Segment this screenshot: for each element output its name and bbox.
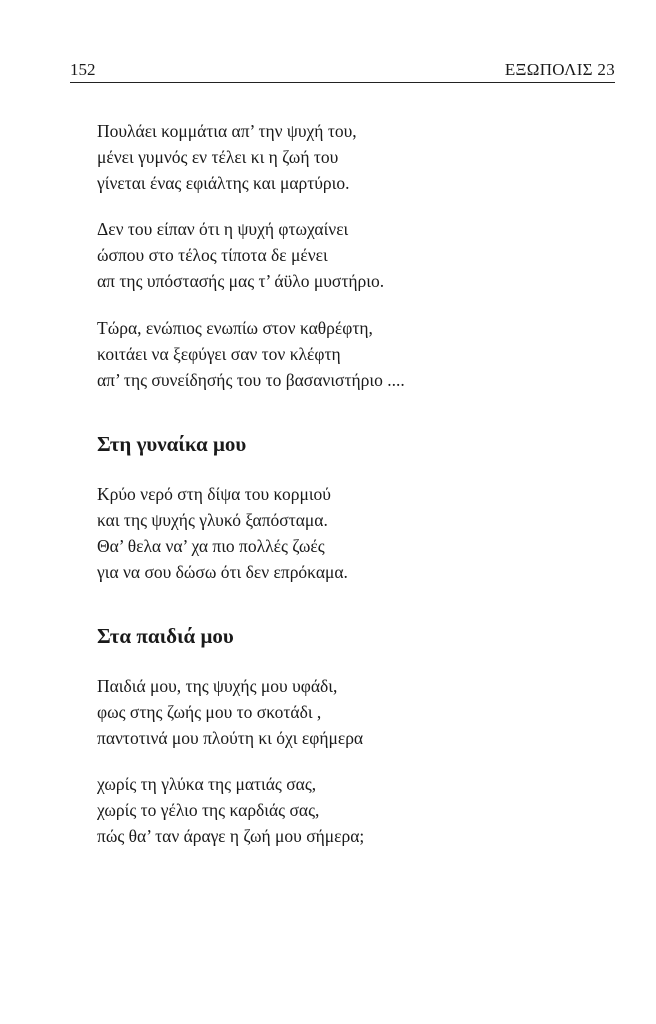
poem-line: χωρίς τη γλύκα της ματιάς σας, (97, 774, 317, 794)
stanza (97, 481, 597, 585)
stanza (97, 771, 597, 849)
poem-line: Πουλάει κομμάτια απ’ την ψυχή του, (97, 121, 357, 141)
poem-line: μένει γυμνός εν τέλει κι η ζωή του (97, 147, 339, 167)
poem-line: γίνεται ένας εφιάλτης και μαρτύριο. (97, 173, 350, 193)
stanza (97, 216, 597, 294)
poem-line: και της ψυχής γλυκό ξαπόσταμα. (97, 510, 328, 530)
page-header (70, 58, 615, 83)
poem-line: ώσπου στο τέλος τίποτα δε μένει (97, 245, 328, 265)
poem-line: Παιδιά μου, της ψυχής μου υφάδι, (97, 676, 338, 696)
poem-to-my-wife (97, 431, 597, 585)
poem-line: χωρίς το γέλιο της καρδιάς σας, (97, 800, 320, 820)
journal-title: ΕΞΩΠΟΛΙΣ 23 (504, 60, 615, 79)
poem-line: πώς θα’ ταν άραγε η ζωή μου σήμερα; (97, 826, 365, 846)
poem-line: φως στης ζωής μου το σκοτάδι , (97, 702, 322, 722)
poem-line: Θα’ θελα να’ χα πιο πολλές ζωές (97, 536, 325, 556)
poem-line: παντοτινά μου πλούτη κι όχι εφήμερα (97, 728, 364, 748)
page-content (97, 118, 597, 849)
poem-line: απ της υπόστασής μας τ’ άϋλο μυστήριο. (97, 271, 385, 291)
poem-line: απ’ της συνείδησής του το βασανιστήριο .... (97, 370, 405, 390)
poem-to-my-children (97, 623, 597, 849)
poem-line: Κρύο νερό στη δίψα του κορμιού (97, 484, 331, 504)
poem-title: Στη γυναίκα μου (97, 432, 247, 456)
poem-title: Στα παιδιά μου (97, 624, 234, 648)
poem-continuation (97, 118, 597, 393)
poem-line: Δεν του είπαν ότι η ψυχή φτωχαίνει (97, 219, 349, 239)
poem-line: για να σου δώσω ότι δεν επρόκαμα. (97, 562, 348, 582)
poem-line: κοιτάει να ξεφύγει σαν τον κλέφτη (97, 344, 341, 364)
page-number: 152 (70, 60, 96, 79)
stanza (97, 118, 597, 196)
stanza (97, 315, 597, 393)
poem-line: Τώρα, ενώπιος ενωπίω στον καθρέφτη, (97, 318, 373, 338)
stanza (97, 673, 597, 751)
